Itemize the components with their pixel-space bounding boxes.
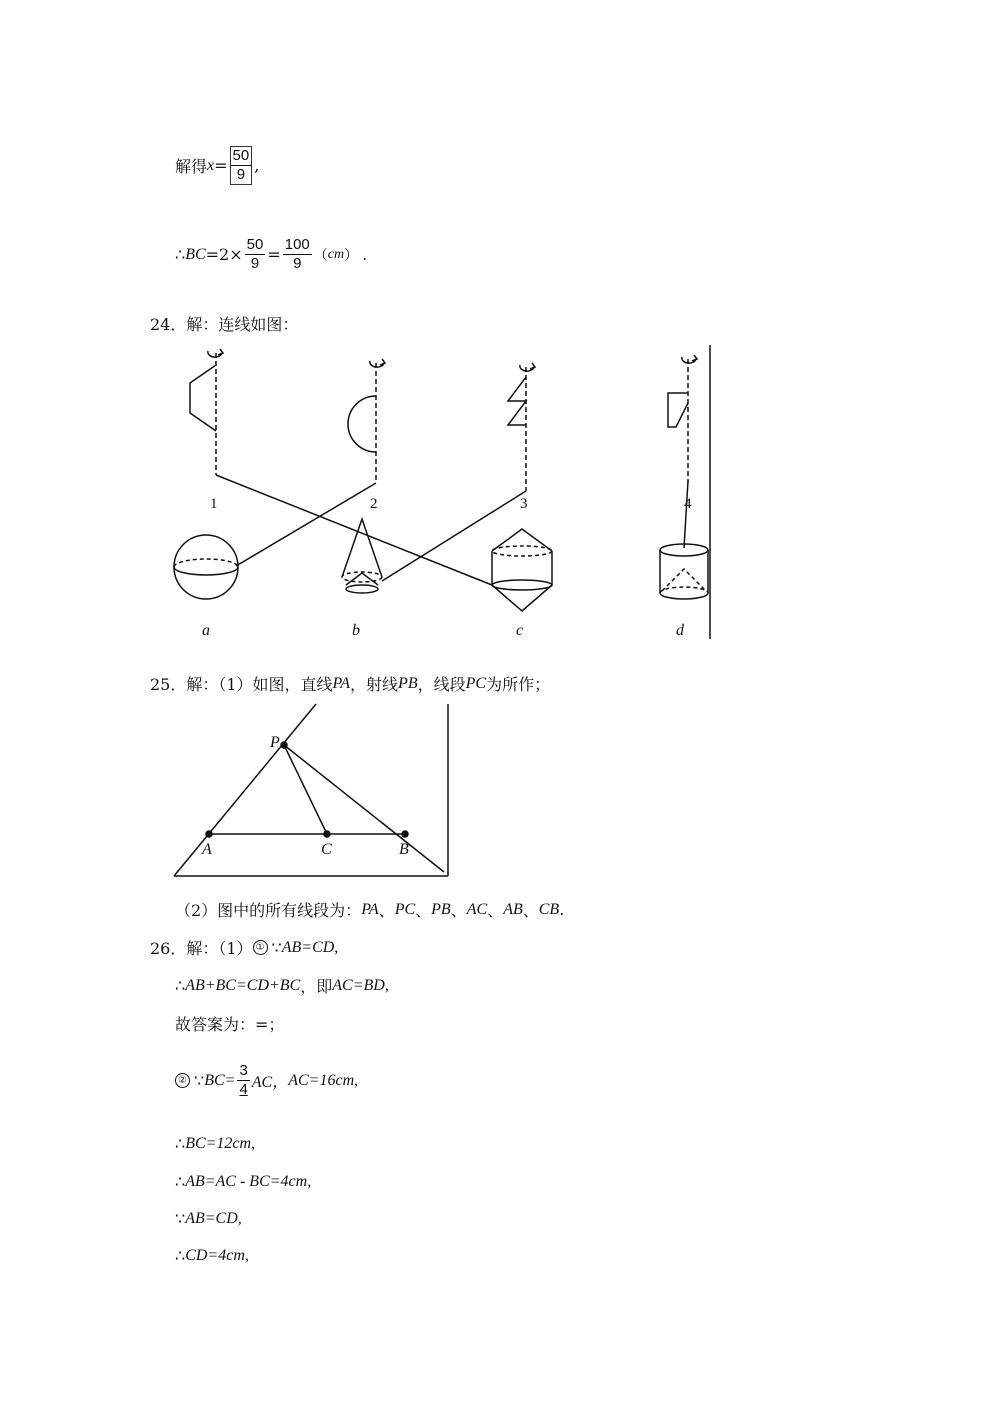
fraction-3-4 xyxy=(237,1062,249,1099)
bc-result-line xyxy=(175,236,367,273)
because-symbol: ∵ xyxy=(175,1209,186,1228)
label-b: b xyxy=(352,622,360,639)
comma: , xyxy=(254,156,260,175)
q26-head: 26．解：（1） xyxy=(150,939,253,958)
because-symbol: ∵ xyxy=(271,938,282,957)
equals: = xyxy=(267,245,281,264)
bc-label: BC xyxy=(185,245,206,263)
fraction-denominator: 9 xyxy=(250,255,260,272)
double-cone-solid xyxy=(342,519,382,593)
label-a: a xyxy=(202,622,210,639)
ray-pb xyxy=(284,745,444,872)
segment-label: PB xyxy=(431,900,451,918)
q24-heading xyxy=(150,312,298,335)
point-b xyxy=(402,831,408,837)
separator: 、 xyxy=(522,901,539,920)
q24-text: 24．解：连线如图： xyxy=(150,315,299,334)
line-ray-segment-figure xyxy=(170,702,460,882)
zigzag-shape xyxy=(508,377,526,425)
q26-line8 xyxy=(175,1246,249,1265)
label-p: P xyxy=(270,734,280,751)
segment-label: AC xyxy=(466,900,488,918)
segment-label: PC xyxy=(394,900,416,918)
q26-line3 xyxy=(175,1012,284,1035)
segment-label: AB xyxy=(503,900,523,918)
trapezoid-shape xyxy=(190,365,216,431)
label-3: 3 xyxy=(520,496,528,512)
solve-x-prefix: 解得 xyxy=(175,157,208,176)
q26-l2a: AB+BC=CD+BC xyxy=(185,976,301,994)
sphere-solid xyxy=(174,535,238,599)
segment-label: PA xyxy=(361,900,379,918)
q26-l4b: AC， xyxy=(251,1074,289,1091)
q26-l5: BC=12cm, xyxy=(185,1134,256,1152)
fraction-50-9-b xyxy=(245,236,266,273)
match-line-3b xyxy=(382,491,526,581)
circled-two: ② xyxy=(175,1073,190,1088)
fraction-numerator: 100 xyxy=(284,236,310,253)
label-d: d xyxy=(676,622,684,639)
semicircle-shape xyxy=(348,396,376,452)
q25-sep1: ，射线 xyxy=(350,675,399,694)
segment-label: CB xyxy=(538,900,560,918)
q26-line7 xyxy=(175,1209,242,1228)
segment-pc xyxy=(284,745,327,834)
separator: 、 xyxy=(487,901,504,920)
cylinder-cones-solid xyxy=(492,529,552,611)
q26-l8: CD=4cm, xyxy=(185,1246,249,1264)
match-line-2a xyxy=(236,483,376,566)
therefore-symbol: ∴ xyxy=(175,1172,186,1191)
separator: 、 xyxy=(450,901,467,920)
label-4: 4 xyxy=(684,496,692,512)
period: . xyxy=(559,900,565,919)
equals: = xyxy=(214,156,228,175)
fraction-denominator: 9 xyxy=(293,255,302,272)
q26-answer: 故答案为：=； xyxy=(175,1015,285,1034)
period: . xyxy=(362,245,368,264)
q26-l2b: ，即 xyxy=(300,977,333,996)
q25-pc: PC xyxy=(465,674,487,692)
q25-sep2: ，线段 xyxy=(417,675,466,694)
rotation-arrow-icon xyxy=(682,355,697,363)
fraction-numerator: 50 xyxy=(246,236,264,253)
circled-one: ① xyxy=(253,940,268,955)
q26-line6 xyxy=(175,1172,311,1191)
cylinder-cone-hollow-solid xyxy=(660,544,708,599)
label-b: B xyxy=(399,841,409,858)
q25-pa: PA xyxy=(332,674,351,692)
point-p xyxy=(281,742,287,748)
fraction-denominator: 4 xyxy=(239,1081,248,1098)
fraction-50-9 xyxy=(230,146,253,185)
match-line-4d xyxy=(684,481,688,548)
var-x: x xyxy=(207,156,215,174)
fraction-100-9 xyxy=(283,236,312,273)
point-a xyxy=(206,831,212,837)
q25-part2 xyxy=(175,898,564,921)
q26-line5 xyxy=(175,1134,255,1153)
fraction-denominator: 9 xyxy=(236,166,246,183)
therefore-symbol: ∴ xyxy=(175,245,186,264)
rotation-arrow-icon xyxy=(520,363,535,371)
label-a: A xyxy=(202,841,212,858)
label-1: 1 xyxy=(210,496,218,512)
separator: 、 xyxy=(415,901,432,920)
unit-close: ） xyxy=(344,247,359,264)
match-line-1c xyxy=(216,475,492,585)
q26-line4 xyxy=(175,1062,358,1099)
rotation-arrow-icon xyxy=(370,359,385,367)
q26-l2c: AC=BD, xyxy=(332,976,389,994)
rotation-matching-figure xyxy=(170,343,730,643)
line-pa xyxy=(174,704,316,876)
q26-l7: AB=CD, xyxy=(185,1209,242,1227)
q26-line2 xyxy=(175,974,389,997)
q26-l6: AB=AC - BC=4cm, xyxy=(185,1172,312,1190)
therefore-symbol: ∴ xyxy=(175,1246,186,1265)
unit-open: （ xyxy=(313,247,328,264)
fraction-numerator: 50 xyxy=(232,147,250,164)
q26-l4a: BC= xyxy=(204,1071,236,1089)
therefore-symbol: ∴ xyxy=(175,976,186,995)
label-c: C xyxy=(321,841,332,858)
q25-pb: PB xyxy=(398,674,418,692)
q25-heading xyxy=(150,672,550,695)
q26-l1: AB=CD, xyxy=(281,938,339,956)
right-trapezoid-shape xyxy=(668,393,688,427)
q25-suffix: 为所作； xyxy=(486,675,551,694)
fraction-numerator: 3 xyxy=(239,1062,248,1079)
unit-cm: cm xyxy=(327,246,345,262)
separator: 、 xyxy=(378,901,395,920)
point-c xyxy=(324,831,330,837)
label-c: c xyxy=(516,622,524,639)
q25-2-prefix: （2）图中的所有线段为： xyxy=(175,901,362,920)
q25-prefix: 25．解：（1）如图，直线 xyxy=(150,675,333,694)
solve-x-line xyxy=(175,146,259,185)
q26-l4c: AC=16cm, xyxy=(288,1071,359,1089)
because-symbol: ∵ xyxy=(194,1071,205,1090)
times-two: =2× xyxy=(205,245,243,264)
therefore-symbol: ∴ xyxy=(175,1134,186,1153)
q26-line1 xyxy=(150,936,338,959)
label-2: 2 xyxy=(370,496,378,512)
